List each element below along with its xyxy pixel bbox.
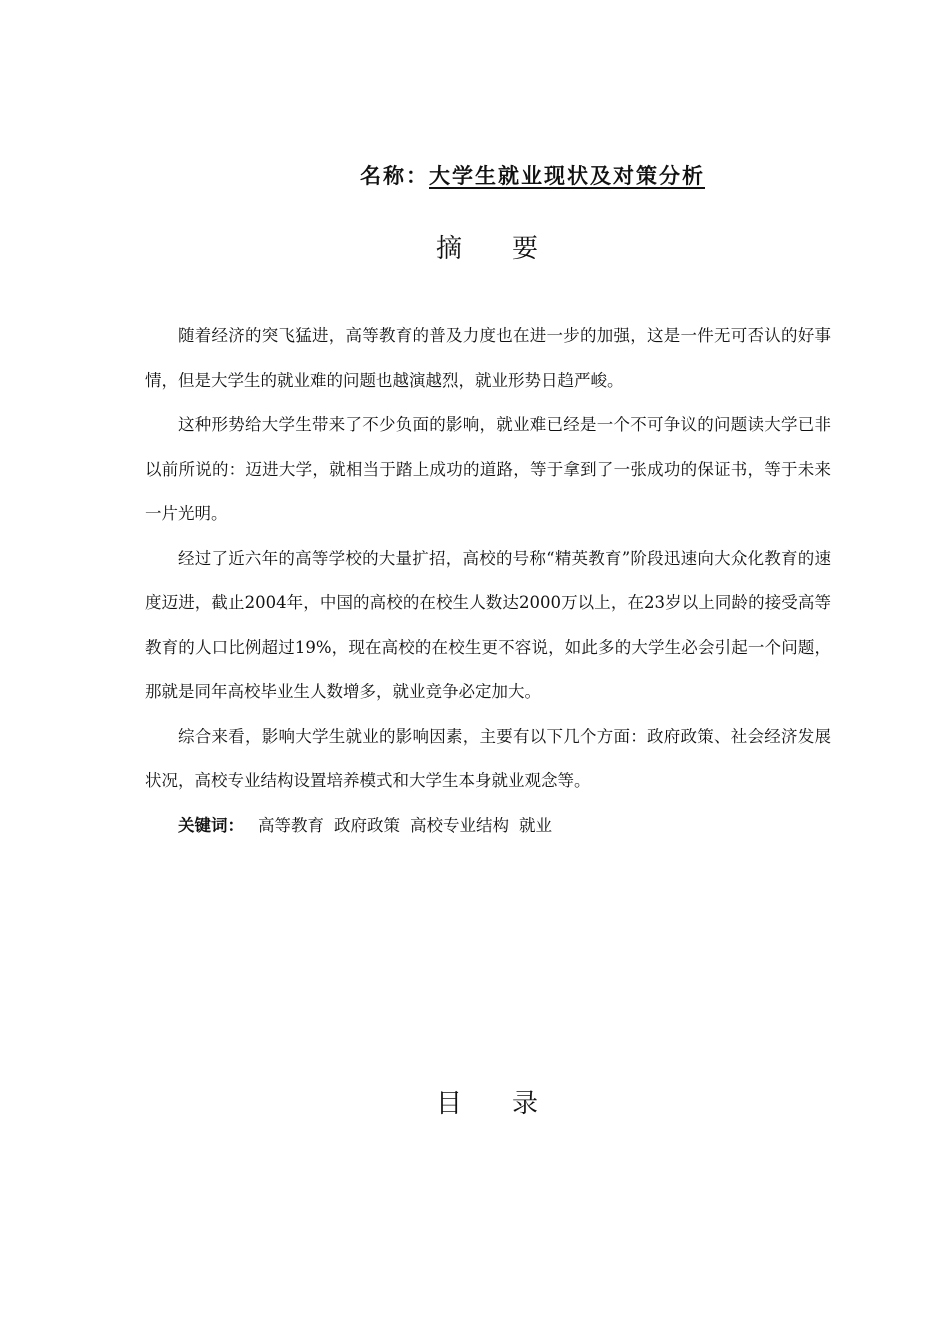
abstract-body xyxy=(145,314,831,848)
title-value: 大学生就业现状及对策分析 xyxy=(429,163,705,188)
keywords-label: 关键词： xyxy=(178,815,244,835)
keyword: 高校专业结构 xyxy=(410,815,509,835)
abstract-paragraph: 随着经济的突飞猛进，高等教育的普及力度也在进一步的加强，这是一件无可否认的好事情，但是大学生的就业难的问题也越演越烈，就业形势日趋严峻。 xyxy=(145,326,831,390)
abstract-paragraph: 这种形势给大学生带来了不少负面的影响，就业难已经是一个不可争议的问题读大学已非以前所说的：迈进大学，就相当于踏上成功的道路，等于拿到了一张成功的保证书，等于未来一片光明。 xyxy=(145,415,831,523)
abstract-heading: 摘要 xyxy=(435,234,588,264)
title-label: 名称： xyxy=(360,163,429,188)
keywords-line xyxy=(145,804,831,849)
abstract-paragraph: 综合来看，影响大学生就业的影响因素，主要有以下几个方面：政府政策、社会经济发展状况，高校专业结构设置培养模式和大学生本身就业观念等。 xyxy=(145,726,831,790)
toc-heading: 目录 xyxy=(435,1089,588,1119)
keyword: 高等教育 xyxy=(258,815,324,835)
keyword: 政府政策 xyxy=(334,815,400,835)
keyword: 就业 xyxy=(519,815,552,835)
abstract-paragraph: 经过了近六年的高等学校的大量扩招，高校的号称“精英教育”阶段迅速向大众化教育的速度迈进，截止2004年，中国的高校的在校生人数达2000万以上，在23岁以上同龄的接受高等教育的人口比例超过19%，现在高校的在校生更不容说，如此多的大学生必会引起一个问题，那就是同年高校毕业生人数增多，就业竞争必定加大。 xyxy=(145,548,831,701)
document-title xyxy=(360,160,705,190)
